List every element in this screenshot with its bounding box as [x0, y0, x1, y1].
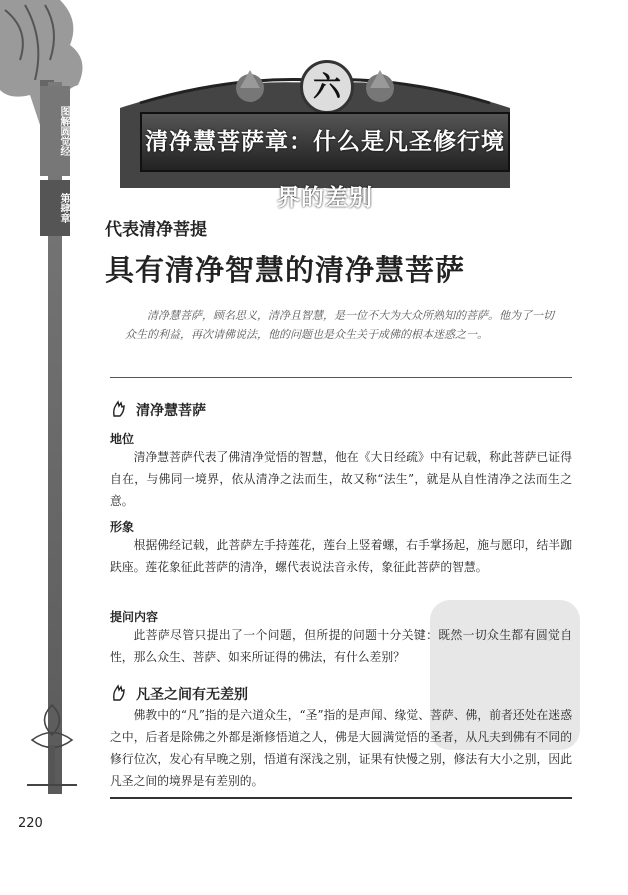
heading-difference: [110, 684, 248, 704]
chapter-number-badge: 六: [300, 60, 354, 114]
heading-bodhisattva: [110, 400, 206, 420]
paragraph-status: 清净慧菩萨代表了佛清净觉悟的智慧，他在《大日经疏》中有记载，称此菩萨已证得自在，与佛同一境界，依从清净之法而生，故又称“法生”，就是从自性清净之法而生之意。: [110, 450, 572, 508]
hand-mudra-icon: [110, 684, 128, 702]
page-number: 220: [18, 816, 43, 831]
paragraph-appearance: 根据佛经记载，此菩萨左手持莲花，莲台上竖着螺，右手掌扬起，施与愿印，结半跏趺座。莲花象征此菩萨的清净，螺代表说法音永传，象征此菩萨的智慧。: [110, 538, 572, 574]
heading-text: 清净慧菩萨: [136, 403, 206, 419]
hand-mudra-icon: [110, 400, 128, 418]
heading-text: 凡圣之间有无差别: [136, 687, 248, 703]
section-subtitle: 代表清净菩提: [105, 220, 207, 240]
watermark-seal: [420, 590, 590, 760]
lotus-ornament: [22, 700, 82, 790]
divider: [110, 377, 572, 378]
label-question: 提问内容: [110, 610, 159, 624]
spine-chapter-label: 第肆章: [40, 180, 70, 236]
section-intro: 清净慧菩萨，顾名思义，清净且智慧，是一位不大为大众所熟知的菩萨。他为了一切众生的利益，再次请佛说法，他的问题也是众生关于成佛的根本迷惑之一。: [125, 309, 554, 341]
bottom-divider: [110, 797, 572, 799]
label-status: 地位: [110, 432, 135, 446]
paragraph-difference: 佛教中的“凡”指的是六道众生，“圣”指的是声闻、缘觉、菩萨、佛，前者还处在迷惑之中，后者是除佛之外都是渐修悟道之人，佛是大圆满觉悟的圣者，从凡夫到佛有不同的修行位次，发心有早晚之别，悟道有深浅之别，证果有快慢之别，修法有大小之别，因此凡圣之间的境界是有差别的。: [110, 708, 572, 788]
spine-book-title: 图解圆觉经: [40, 86, 70, 176]
paragraph-question: 此菩萨尽管只提出了一个问题，但所提的问题十分关键：既然一切众生都有圆觉自性，那么众生、菩萨、如来所证得的佛法，有什么差别？: [110, 628, 572, 664]
section-title: 具有清净智慧的清净慧菩萨: [105, 253, 466, 287]
label-appearance: 形象: [110, 520, 135, 534]
chapter-banner-title: 清净慧菩萨章：什么是凡圣修行境界的差别: [140, 112, 510, 172]
